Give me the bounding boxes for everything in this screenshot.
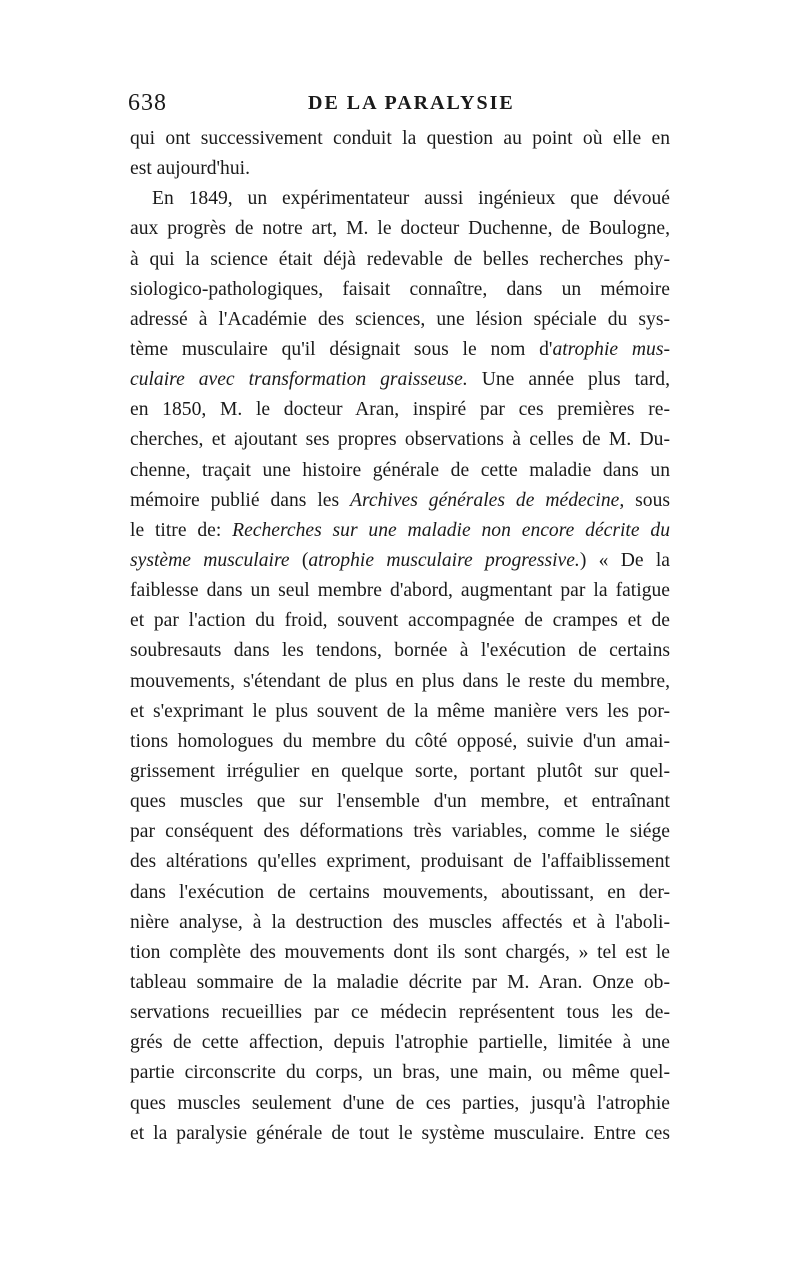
text-line [130, 817, 670, 847]
text-span: mémoire publié dans les [130, 489, 351, 511]
text-span: d' [539, 338, 553, 360]
text-span: et la paralysie générale de tout le système musculaire. Entre ces [130, 1122, 670, 1144]
text-line [130, 878, 670, 908]
italic-text: atrophie musculaire progressive. [308, 549, 580, 571]
text-line [130, 1058, 670, 1088]
text-span: ( [289, 549, 309, 571]
text-line [130, 727, 670, 757]
text-span: Une année plus tard, [467, 369, 670, 391]
running-title: DE LA PARALYSIE [308, 92, 515, 114]
text-span: tion complète des mouvements dont ils sont chargés, » tel est le [130, 941, 670, 963]
text-line [130, 124, 670, 154]
text-span: grés de cette affection, depuis l'atrophie partielle, limitée à une [130, 1032, 670, 1054]
text-span: mouvements, s'étendant de plus en plus dans le reste du membre, [130, 670, 670, 692]
text-line [130, 667, 670, 697]
text-span: ) « De la [579, 549, 670, 571]
text-line [130, 184, 670, 214]
text-line [130, 576, 670, 606]
italic-text: système musculaire [130, 549, 290, 571]
text-span: tableau sommaire de la maladie décrite par M. Aran. Onze ob- [130, 971, 670, 993]
text-line [130, 1119, 670, 1149]
text-span: aux progrès de notre art, M. le docteur Duchenne, de Boulogne, [130, 218, 670, 240]
text-line [130, 968, 670, 998]
text-line [130, 214, 670, 244]
text-line [130, 516, 670, 546]
text-line [130, 425, 670, 455]
text-span: et s'exprimant le plus souvent de la même manière vers les por- [130, 700, 670, 722]
text-span: soubresauts dans les tendons, bornée à l'exécution de certains [130, 640, 670, 662]
text-line [130, 154, 670, 184]
text-span: des altérations qu'elles expriment, produisant de l'affaiblissement [130, 851, 670, 873]
text-span: tème musculaire qu'il désignait sous le nom [130, 338, 540, 360]
text-span: en 1850, M. le docteur Aran, inspiré par ces premières re- [130, 399, 670, 421]
text-line [130, 757, 670, 787]
text-span: partie circonscrite du corps, un bras, une main, ou même quel- [130, 1062, 670, 1084]
text-line [130, 275, 670, 305]
text-span: faiblesse dans un seul membre d'abord, augmentant par la fatigue [130, 580, 670, 602]
text-span: tions homologues du membre du côté opposé, suivie d'un amai- [130, 730, 670, 752]
text-line [130, 606, 670, 636]
text-span: grissement irrégulier en quelque sorte, portant plutôt sur quel- [130, 760, 670, 782]
italic-text: Archives générales de médecine, [350, 489, 625, 511]
text-line [130, 1028, 670, 1058]
text-line [130, 486, 670, 516]
text-line [130, 546, 670, 576]
page-number: 638 [128, 90, 167, 116]
text-line [130, 908, 670, 938]
text-line [130, 1089, 670, 1119]
text-span: nière analyse, à la destruction des muscles affectés et à l'aboli- [130, 911, 670, 933]
text-span: ques muscles que sur l'ensemble d'un membre, et entraînant [130, 791, 670, 813]
text-span: servations recueillies par ce médecin représentent tous les de- [130, 1002, 670, 1024]
text-line [130, 998, 670, 1028]
text-span: ques muscles seulement d'une de ces parties, jusqu'à l'atrophie [130, 1092, 670, 1114]
text-line [130, 395, 670, 425]
italic-text: culaire avec transformation graisseuse. [130, 369, 468, 391]
text-span: le titre de: [130, 519, 233, 541]
text-line [130, 365, 670, 395]
text-line [130, 456, 670, 486]
text-span: En 1849, un expérimentateur aussi ingénieux que dévoué [152, 188, 670, 210]
text-span: dans l'exécution de certains mouvements, aboutissant, en der- [130, 881, 670, 903]
text-line [130, 305, 670, 335]
text-span: adressé à l'Académie des sciences, une lésion spéciale du sys- [130, 308, 670, 330]
text-span: siologico-pathologiques, faisait connaître, dans un mémoire [130, 278, 670, 300]
text-span: cherches, et ajoutant ses propres observations à celles de M. Du- [130, 429, 670, 451]
italic-text: Recherches sur une maladie non encore décrite du [232, 519, 670, 541]
text-span: à qui la science était déjà redevable de belles recherches phy- [130, 248, 670, 270]
text-span: qui ont successivement conduit la question au point où elle en [130, 128, 670, 149]
text-line [130, 847, 670, 877]
text-line [130, 636, 670, 666]
body-text [130, 124, 670, 1149]
text-line [130, 938, 670, 968]
text-span: et par l'action du froid, souvent accompagnée de crampes et de [130, 610, 670, 632]
text-line [130, 335, 670, 365]
text-line [130, 245, 670, 275]
text-line [130, 787, 670, 817]
text-line [130, 697, 670, 727]
text-span: chenne, traçait une histoire générale de cette maladie dans un [130, 459, 670, 481]
text-span: par conséquent des déformations très variables, comme le siége [130, 821, 670, 843]
page-header [128, 90, 673, 120]
italic-text: atrophie mus- [552, 338, 670, 360]
text-span: sous [624, 489, 670, 511]
text-span: est aujourd'hui. [130, 158, 250, 180]
